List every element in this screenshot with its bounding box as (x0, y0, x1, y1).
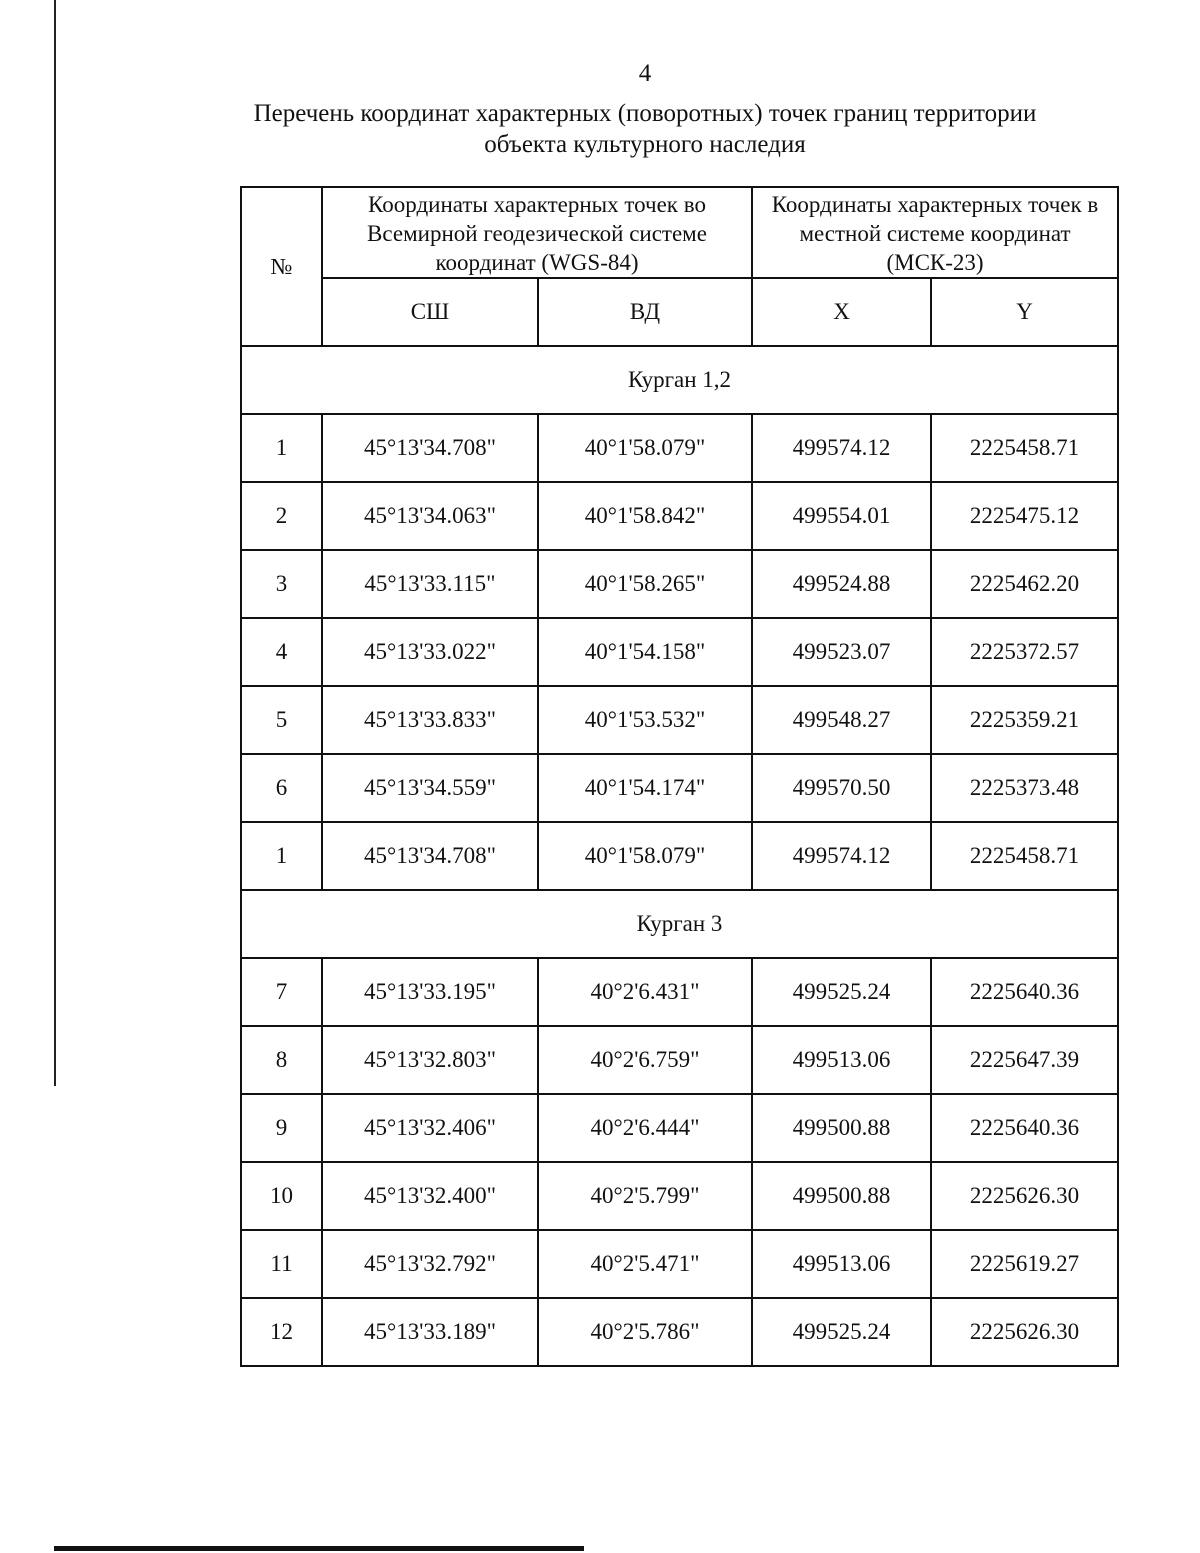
latitude-cell: 45°13'32.803" (322, 1026, 538, 1094)
latitude-cell: 45°13'34.063" (322, 482, 538, 550)
latitude-cell: 45°13'33.195" (322, 958, 538, 1026)
x-cell: 499500.88 (752, 1094, 931, 1162)
latitude-cell: 45°13'33.189" (322, 1298, 538, 1366)
longitude-cell: 40°2'5.786" (538, 1298, 752, 1366)
x-cell: 499525.24 (752, 1298, 931, 1366)
y-cell: 2225647.39 (931, 1026, 1118, 1094)
longitude-cell: 40°2'5.799" (538, 1162, 752, 1230)
header-msk23-group: Координаты характерных точек в местной системе координат (МСК-23) (752, 187, 1118, 278)
section-row (241, 346, 1118, 414)
point-number-cell: 7 (241, 958, 322, 1026)
title-line-2: объекта культурного наследия (484, 131, 806, 158)
longitude-cell: 40°1'58.079" (538, 822, 752, 890)
table-row (241, 414, 1118, 482)
longitude-cell: 40°1'54.174" (538, 754, 752, 822)
point-number-cell: 6 (241, 754, 322, 822)
point-number-cell: 12 (241, 1298, 322, 1366)
y-cell: 2225475.12 (931, 482, 1118, 550)
y-cell: 2225640.36 (931, 958, 1118, 1026)
y-cell: 2225626.30 (931, 1298, 1118, 1366)
point-number-cell: 10 (241, 1162, 322, 1230)
longitude-cell: 40°2'6.759" (538, 1026, 752, 1094)
x-cell: 499574.12 (752, 822, 931, 890)
point-number-cell: 1 (241, 822, 322, 890)
x-cell: 499523.07 (752, 618, 931, 686)
x-cell: 499548.27 (752, 686, 931, 754)
y-cell: 2225373.48 (931, 754, 1118, 822)
y-cell: 2225372.57 (931, 618, 1118, 686)
point-number-cell: 5 (241, 686, 322, 754)
table-row (241, 550, 1118, 618)
x-cell: 499525.24 (752, 958, 931, 1026)
latitude-cell: 45°13'34.559" (322, 754, 538, 822)
left-margin-line (54, 0, 56, 1086)
header-longitude: ВД (538, 278, 752, 346)
latitude-cell: 45°13'32.400" (322, 1162, 538, 1230)
y-cell: 2225626.30 (931, 1162, 1118, 1230)
longitude-cell: 40°1'53.532" (538, 686, 752, 754)
page-number: 4 (638, 60, 652, 87)
table-row (241, 958, 1118, 1026)
y-cell: 2225359.21 (931, 686, 1118, 754)
header-y: Y (931, 278, 1118, 346)
y-cell: 2225458.71 (931, 822, 1118, 890)
title-line-1: Перечень координат характерных (поворотных) точек границ территории (253, 100, 1037, 127)
latitude-cell: 45°13'33.833" (322, 686, 538, 754)
coordinates-table (240, 186, 1119, 1367)
x-cell: 499574.12 (752, 414, 931, 482)
x-cell: 499554.01 (752, 482, 931, 550)
section-row (241, 890, 1118, 958)
header-latitude: СШ (322, 278, 538, 346)
table-row (241, 1298, 1118, 1366)
section-title: Курган 3 (241, 890, 1118, 958)
longitude-cell: 40°2'6.444" (538, 1094, 752, 1162)
point-number-cell: 3 (241, 550, 322, 618)
table-row (241, 1094, 1118, 1162)
x-cell: 499513.06 (752, 1026, 931, 1094)
y-cell: 2225462.20 (931, 550, 1118, 618)
point-number-cell: 4 (241, 618, 322, 686)
point-number-cell: 11 (241, 1230, 322, 1298)
latitude-cell: 45°13'32.792" (322, 1230, 538, 1298)
section-title: Курган 1,2 (241, 346, 1118, 414)
longitude-cell: 40°1'54.158" (538, 618, 752, 686)
table-row (241, 618, 1118, 686)
point-number-cell: 1 (241, 414, 322, 482)
point-number-cell: 8 (241, 1026, 322, 1094)
table-row (241, 754, 1118, 822)
document-title (200, 98, 1090, 160)
x-cell: 499513.06 (752, 1230, 931, 1298)
bottom-rule (54, 1546, 584, 1551)
longitude-cell: 40°1'58.265" (538, 550, 752, 618)
point-number-cell: 9 (241, 1094, 322, 1162)
table-row (241, 1162, 1118, 1230)
y-cell: 2225458.71 (931, 414, 1118, 482)
longitude-cell: 40°1'58.079" (538, 414, 752, 482)
latitude-cell: 45°13'33.115" (322, 550, 538, 618)
latitude-cell: 45°13'33.022" (322, 618, 538, 686)
x-cell: 499524.88 (752, 550, 931, 618)
header-wgs84-group: Координаты характерных точек во Всемирной геодезической системе координат (WGS-84) (322, 187, 752, 278)
longitude-cell: 40°1'58.842" (538, 482, 752, 550)
table-row (241, 822, 1118, 890)
x-cell: 499570.50 (752, 754, 931, 822)
latitude-cell: 45°13'32.406" (322, 1094, 538, 1162)
point-number-cell: 2 (241, 482, 322, 550)
table-row (241, 1230, 1118, 1298)
table-body (241, 346, 1118, 1366)
y-cell: 2225619.27 (931, 1230, 1118, 1298)
table-row (241, 1026, 1118, 1094)
x-cell: 499500.88 (752, 1162, 931, 1230)
longitude-cell: 40°2'6.431" (538, 958, 752, 1026)
latitude-cell: 45°13'34.708" (322, 414, 538, 482)
table-row (241, 482, 1118, 550)
table-row (241, 686, 1118, 754)
y-cell: 2225640.36 (931, 1094, 1118, 1162)
header-number: № (241, 187, 322, 346)
longitude-cell: 40°2'5.471" (538, 1230, 752, 1298)
header-x: Х (752, 278, 931, 346)
latitude-cell: 45°13'34.708" (322, 822, 538, 890)
